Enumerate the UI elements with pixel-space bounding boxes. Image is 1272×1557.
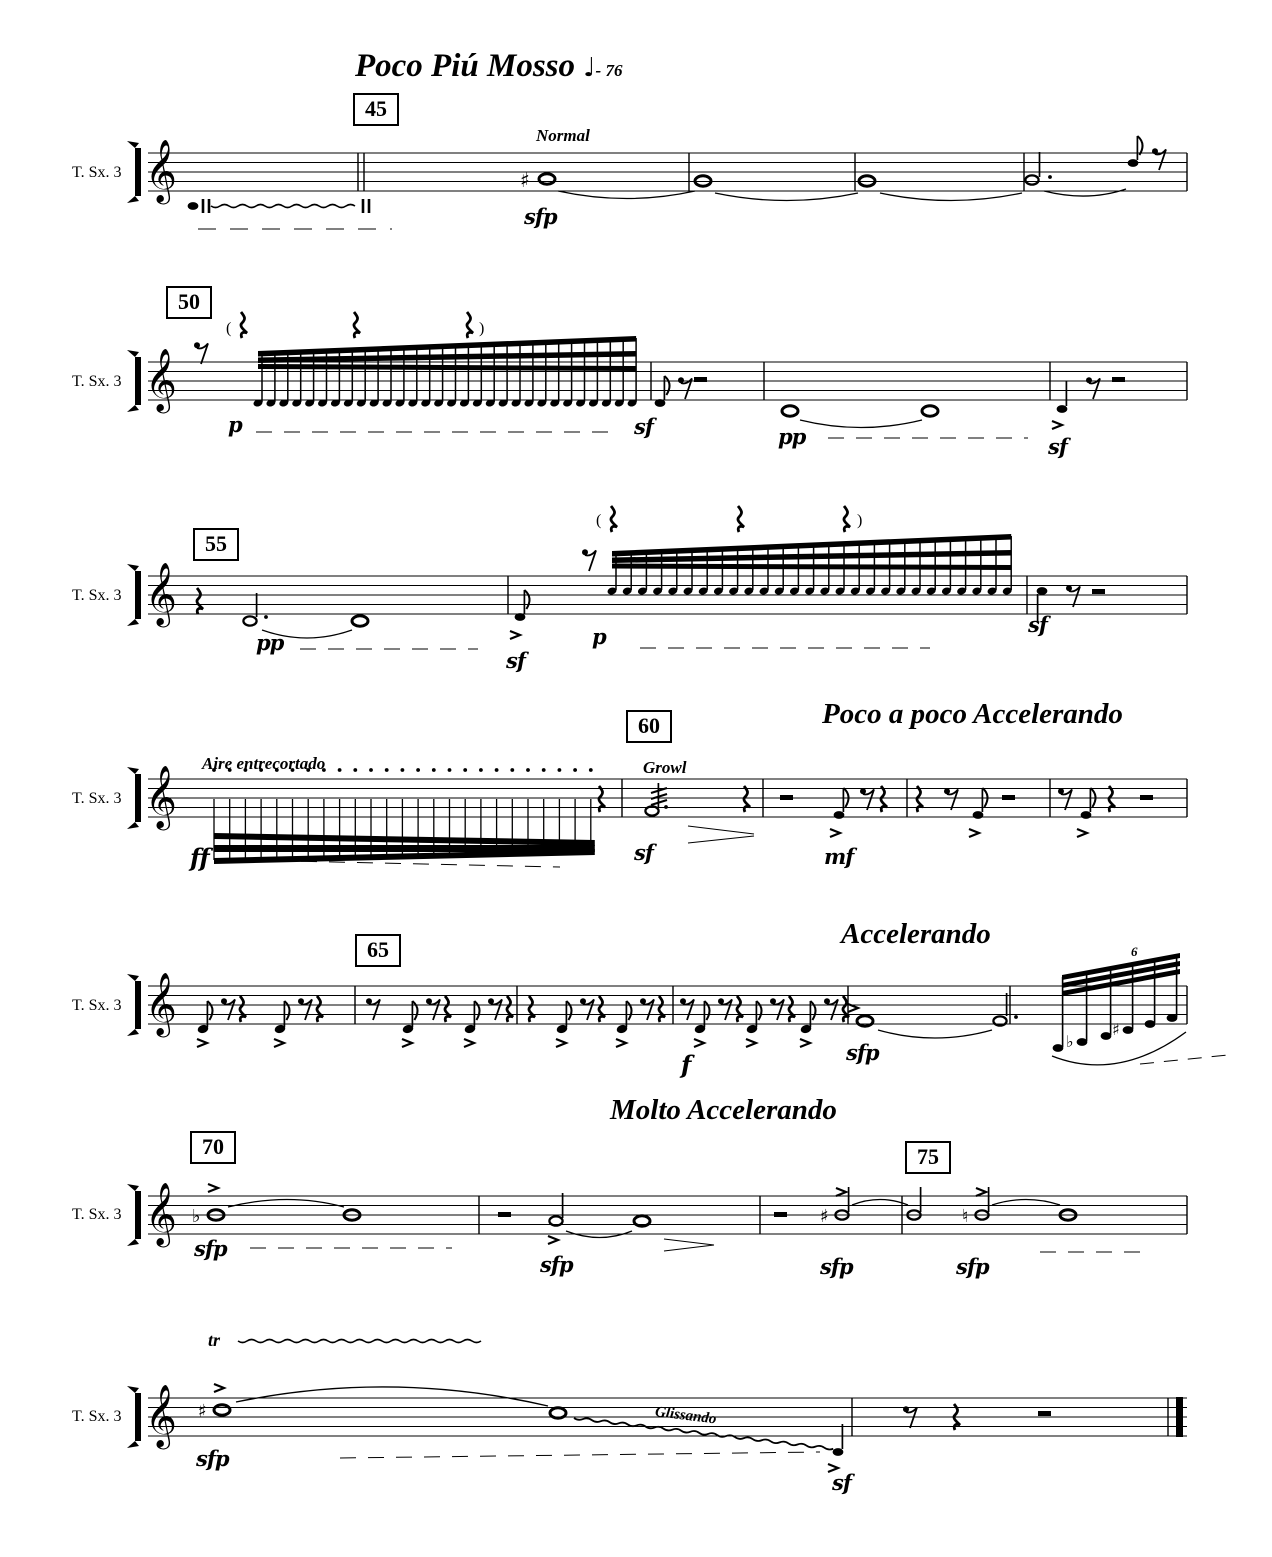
dynamic-f: f (681, 1050, 691, 1079)
tremolo-run-cresc-2 (607, 534, 1013, 596)
heading-poco-a-poco-accelerando: Poco a poco Accelerando (822, 698, 1123, 730)
dynamic-sf: sf (634, 840, 653, 865)
svg-text:𝄞: 𝄞 (145, 139, 177, 202)
sharp-accidental: ♯ (1112, 1020, 1120, 1039)
run-sixtuplet (1052, 953, 1228, 1065)
dynamic-sf: sf (506, 648, 525, 673)
technique-aire-entrecortado: Aire entrecortado (202, 754, 326, 773)
technique-glissando: Glissando (654, 1404, 718, 1428)
technique-growl: Growl (643, 758, 687, 777)
tuplet-number: 6 (1131, 944, 1138, 959)
dynamic-ff: ff (190, 843, 209, 872)
dynamic-sfp: sfp (540, 1252, 573, 1277)
dynamic-sf: sf (832, 1470, 851, 1495)
rehearsal-mark-55: 55 (193, 528, 239, 561)
dynamic-sfp: sfp (194, 1236, 227, 1261)
dynamic-sfp: sfp (846, 1040, 879, 1065)
dynamic-pp: pp (778, 424, 806, 449)
trill-marking: tr (208, 1330, 221, 1350)
svg-text:𝄞: 𝄞 (145, 348, 177, 411)
svg-text:𝄞: 𝄞 (145, 972, 177, 1035)
technique-normal: Normal (536, 126, 590, 145)
dynamic-sf: sf (634, 414, 653, 439)
dynamic-pp: pp (256, 630, 284, 655)
sharp-accidental: ♯ (520, 168, 530, 192)
system-5-notation (197, 953, 1228, 1065)
quarter-note-icon: ♩ (583, 53, 596, 83)
dynamic-mf: mf (824, 844, 854, 869)
dynamic-sf: sf (1028, 612, 1047, 637)
flat-accidental: ♭ (1066, 1032, 1074, 1051)
rehearsal-mark-65: 65 (355, 934, 401, 967)
dynamic-sfp: sfp (524, 204, 557, 229)
system-1-notation (188, 136, 1166, 229)
dynamic-sf: sf (1048, 434, 1067, 459)
system-2-notation (194, 312, 1125, 438)
svg-text:𝄞: 𝄞 (145, 1384, 177, 1447)
system-6-notation (192, 1184, 1150, 1252)
dynamic-sfp: sfp (820, 1254, 853, 1279)
heading-molto-accelerando: Molto Accelerando (610, 1094, 837, 1126)
svg-text:𝄞: 𝄞 (145, 562, 177, 625)
dynamic-p: p (592, 624, 606, 649)
instrument-label: T. Sx. 3 (72, 997, 122, 1014)
heading-accelerando: Accelerando (841, 918, 991, 950)
instrument-label: T. Sx. 3 (72, 164, 122, 181)
rehearsal-mark-50: 50 (166, 286, 212, 319)
svg-text:(: ( (226, 320, 232, 337)
dynamic-p: p (228, 412, 242, 437)
rehearsal-mark-60: 60 (626, 710, 672, 743)
instrument-label: T. Sx. 3 (72, 1206, 122, 1223)
svg-text:(: ( (596, 512, 602, 529)
instrument-label: T. Sx. 3 (72, 373, 122, 390)
system-7-notation (198, 1340, 1051, 1473)
accented-hit-series (197, 996, 849, 1047)
tempo-heading: Poco Piú Mosso ♩- 76 (355, 48, 623, 84)
instrument-label: T. Sx. 3 (72, 790, 122, 807)
system-3-notation (197, 506, 1105, 649)
dynamic-sfp: sfp (196, 1446, 229, 1471)
flat-accidental: ♭ (192, 1206, 201, 1227)
rehearsal-mark-70: 70 (190, 1131, 236, 1164)
dynamic-sfp: sfp (956, 1254, 989, 1279)
sharp-accidental: ♯ (820, 1206, 829, 1227)
svg-text:𝄞: 𝄞 (145, 1182, 177, 1245)
rehearsal-mark-45: 45 (353, 93, 399, 126)
svg-text:): ) (857, 512, 863, 529)
instrument-label: T. Sx. 3 (72, 1408, 122, 1425)
rehearsal-mark-75: 75 (905, 1141, 951, 1174)
sharp-accidental: ♯ (198, 1401, 207, 1422)
instrument-label: T. Sx. 3 (72, 587, 122, 604)
svg-text:𝄞: 𝄞 (145, 765, 177, 828)
svg-text:): ) (479, 320, 485, 337)
natural-accidental: ♮ (962, 1206, 969, 1227)
air-stem-run-dim (214, 799, 595, 864)
